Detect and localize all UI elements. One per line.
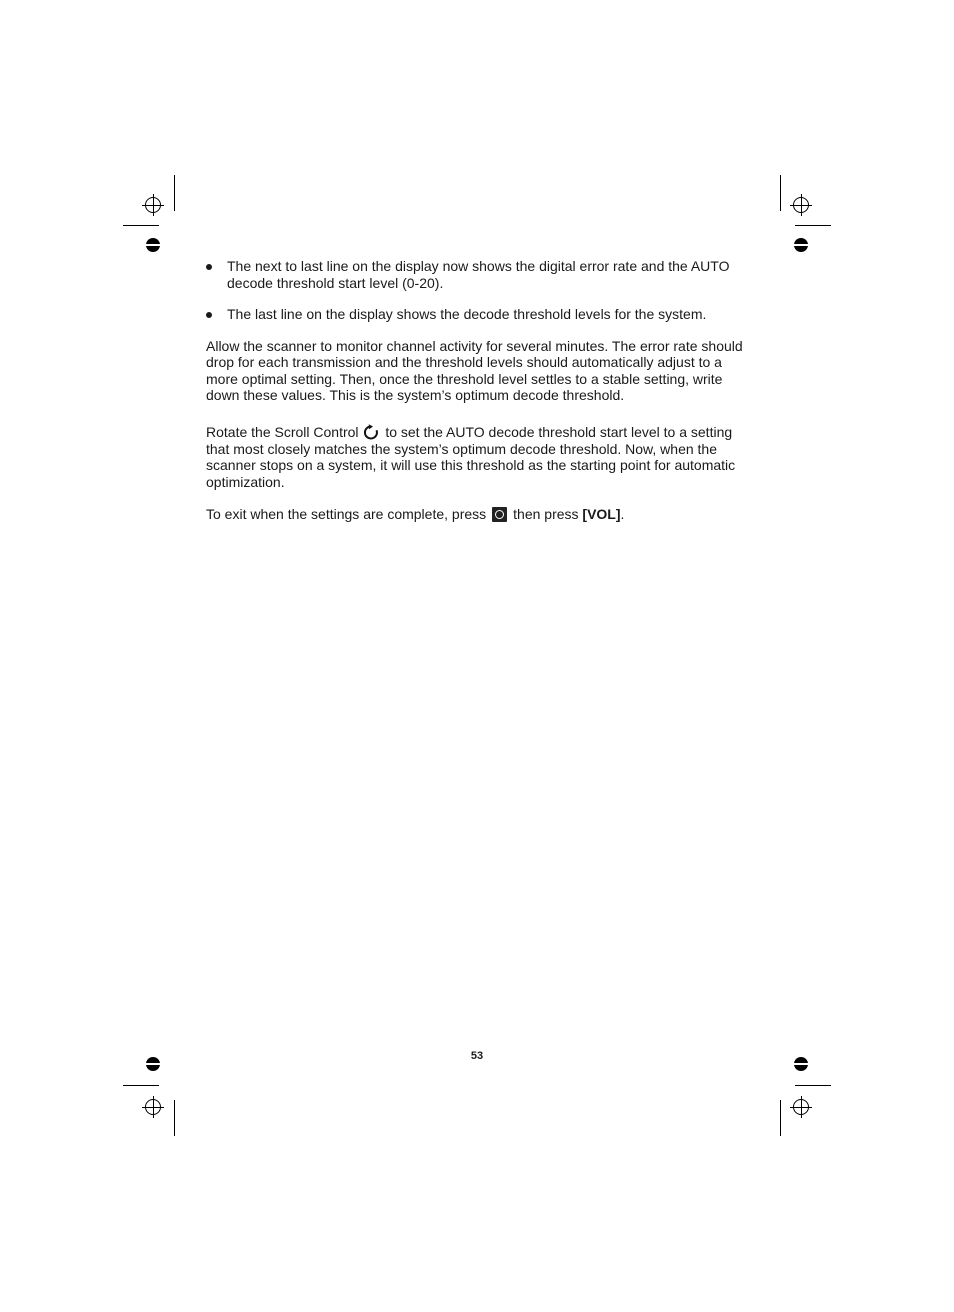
list-item-text: The next to last line on the display now shows the digital error rate and the AUTO decode threshold start level (0-20).: [227, 258, 730, 291]
registration-crosshair-icon: [793, 197, 809, 213]
crop-mark: [174, 175, 175, 211]
paragraph-exit: To exit when the settings are complete, press then press [VOL].: [206, 506, 625, 522]
registration-crosshair-icon: [145, 197, 161, 213]
bullet-icon: [206, 312, 212, 318]
crop-mark: [795, 225, 831, 226]
registration-dot-icon: [794, 1057, 808, 1071]
registration-dot-icon: [794, 238, 808, 252]
crop-mark: [780, 1100, 781, 1136]
vol-key-label: [VOL]: [582, 506, 621, 522]
registration-crosshair-icon: [145, 1099, 161, 1115]
paragraph-rotate: Rotate the Scroll Control to set the AUTO decode threshold start level to a setting that most closely matches the system’s optimum decode threshold. Now, when the scanner stops on a system, it will use this threshold as the starting point for automatic optimization.: [206, 423, 736, 490]
crop-mark: [780, 175, 781, 211]
crop-mark: [123, 225, 159, 226]
bullet-icon: [206, 264, 212, 270]
registration-dot-icon: [146, 238, 160, 252]
list-item-text: The last line on the display shows the decode threshold levels for the system.: [227, 306, 707, 322]
page-number: 53: [470, 1050, 484, 1062]
page-content: [206, 258, 751, 523]
registration-crosshair-icon: [793, 1099, 809, 1115]
scroll-control-icon: [363, 424, 380, 441]
crop-mark: [123, 1085, 159, 1086]
crop-mark: [174, 1100, 175, 1136]
paragraph-allow: Allow the scanner to monitor channel activity for several minutes. The error rate should drop for each transmission and the threshold levels should automatically adjust to a more optimal setting. Then, once the threshold level settles to a stable setting, write down these values. This is the system’s optimum decode threshold.: [206, 337, 743, 403]
registration-dot-icon: [146, 1057, 160, 1071]
crop-mark: [795, 1085, 831, 1086]
list-item: [206, 306, 751, 323]
function-key-icon: [492, 507, 507, 522]
list-item: [206, 258, 751, 291]
